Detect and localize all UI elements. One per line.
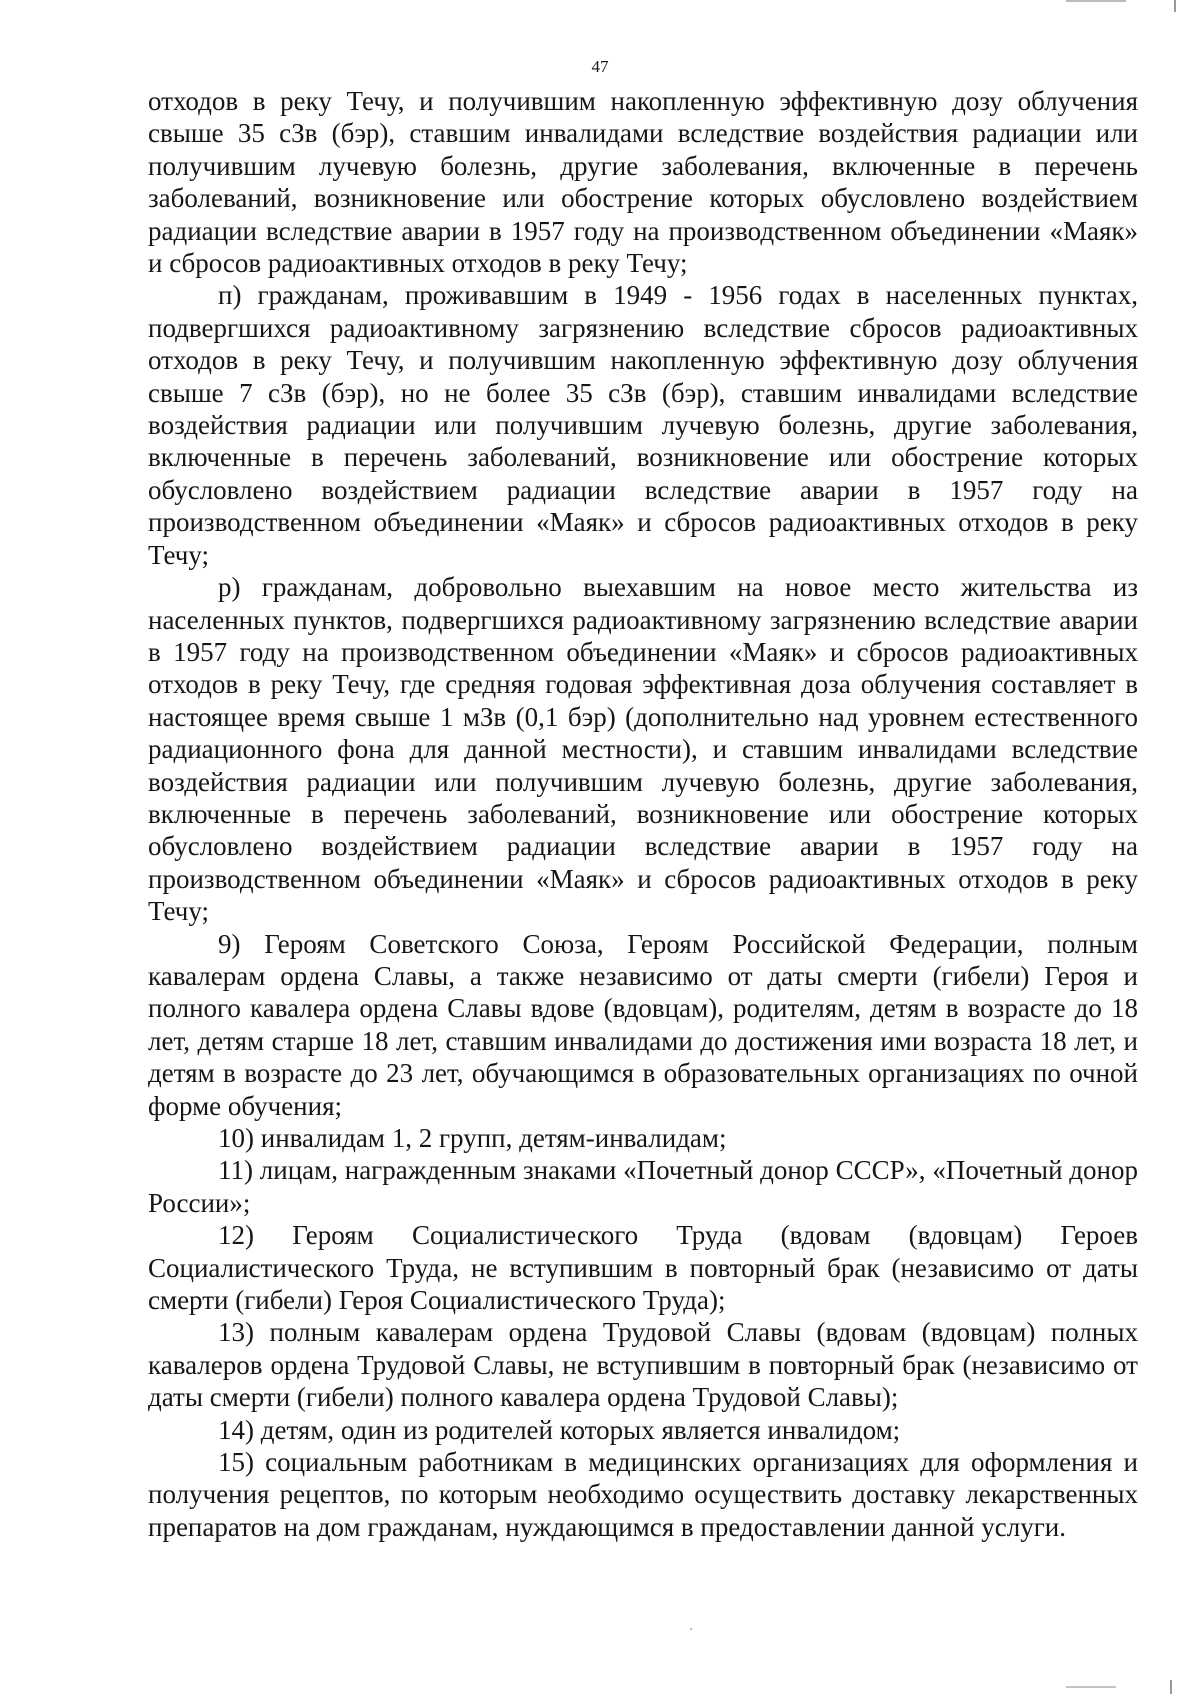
scan-artifact — [1066, 0, 1126, 2]
paragraph-item-15: 15) социальным работникам в медицинских организациях для оформления и получения рецептов, по которым необходимо осуществить доставку лекарственных препаратов на дом гражданам, нуждающимся в предоставлении данной услуги. — [148, 1447, 1138, 1542]
paragraph-item-12: 12) Героям Социалистического Труда (вдовам (вдовцам) Героев Социалистического Труда, не вступившим в повторный брак (независимо от даты смерти (гибели) Героя Социалистического Труда); — [148, 1220, 1138, 1316]
paragraph-item-9: 9) Героям Советского Союза, Героям Российской Федерации, полным кавалерам ордена Славы, а также независимо от даты смерти (гибели) Героя и полного кавалера ордена Славы вдове (вдовцам), родителям, детям в возрасте до 18 лет, детям старше 18 лет, ставшим инвалидами до достижения ими возраста 18 лет, и детям в возрасте до 23 лет, обучающимся в образовательных организациях по очной форме обучения; — [148, 928, 1138, 1121]
paragraph-item-11: 11) лицам, награжденным знаками «Почетный донор СССР», «Почетный донор России»; — [148, 1155, 1138, 1218]
document-body — [148, 85, 1138, 1543]
page-number: 47 — [591, 57, 609, 76]
paragraph-item-p: п) гражданам, проживавшим в 1949 - 1956 годах в населенных пунктах, подвергшихся радиоактивному загрязнению вследствие сбросов радиоактивных отходов в реку Течу, и получившим накопленную эффективную дозу облучения свыше 7 сЗв (бэр), но не более 35 сЗв (бэр), ставшим инвалидами вследствие воздействия радиации или получившим лучевую болезнь, другие заболевания, включенные в перечень заболеваний, возникновение или обострение которых обусловлено воздействием радиации вследствие аварии в 1957 году на производственном объединении «Маяк» и сбросов радиоактивных отходов в реку Течу; — [148, 280, 1138, 570]
scan-artifact — [1174, 0, 1176, 12]
paragraph-item-10: 10) инвалидам 1, 2 групп, детям-инвалидам; — [218, 1123, 727, 1153]
scan-artifact — [1170, 1680, 1172, 1694]
paragraph-item-13: 13) полным кавалерам ордена Трудовой Славы (вдовам (вдовцам) полных кавалеров ордена Трудовой Славы, не вступившим в повторный брак (независимо от даты смерти (гибели) полного кавалера ордена Трудовой Славы); — [148, 1317, 1138, 1413]
paragraph-item-r: р) гражданам, добровольно выехавшим на новое место жительства из населенных пунктов, подвергшихся радиоактивному загрязнению вследствие аварии в 1957 году на производственном объединении «Маяк» и сбросов радиоактивных отходов в реку Течу, где средняя годовая эффективная доза облучения составляет в настоящее время свыше 1 мЗв (0,1 бэр) (дополнительно над уровнем естественного радиационного фона для данной местности), и ставшим инвалидами вследствие воздействия радиации или получившим лучевую болезнь, другие заболевания, включенные в перечень заболеваний, возникновение или обострение которых обусловлено воздействием радиации вследствие аварии в 1957 году на производственном объединении «Маяк» и сбросов радиоактивных отходов в реку Течу; — [148, 572, 1138, 927]
scan-artifact — [690, 1628, 692, 1630]
scan-artifact — [1066, 1686, 1116, 1688]
paragraph-continuation: отходов в реку Течу, и получившим накопленную эффективную дозу облучения свыше 35 сЗв (бэр), ставшим инвалидами вследствие воздействия радиации или получившим лучевую болезнь, другие заболевания, включенные в перечень заболеваний, возникновение или обострение которых обусловлено воздействием радиации вследствие аварии в 1957 году на производственном объединении «Маяк» и сбросов радиоактивных отходов в реку Течу; — [148, 86, 1138, 279]
paragraph-item-14: 14) детям, один из родителей которых является инвалидом; — [218, 1414, 901, 1445]
